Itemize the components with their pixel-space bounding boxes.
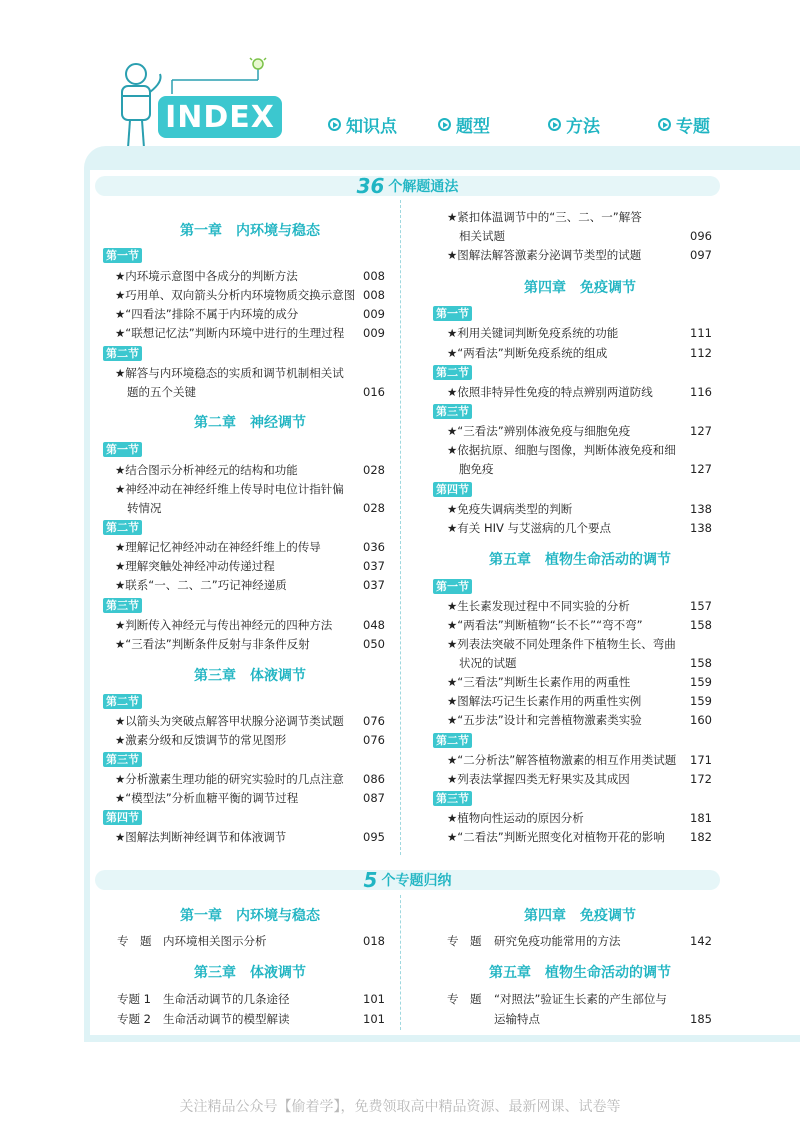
index-title: INDEX [158,96,282,138]
method-item: ★“联想记忆法”判断内环境中进行的生理过程 [115,326,345,340]
method-item: ★图解法巧记生长素作用的两重性实例 [447,694,642,708]
method-item: ★分析激素生理功能的研究实验时的几点注意 [115,772,344,786]
chapter-title: 第五章 植物生命活动的调节 [489,965,671,981]
lamp-icon [168,54,278,98]
method-item: ★“二分析法”解答植物激素的相互作用类试题 [447,753,677,767]
method-item: ★“五步法”设计和完善植物激素类实验 [447,713,642,727]
section-tag: 第一节 [103,248,142,263]
page-number: 036 [363,540,385,554]
method-item: ★联系“一、二、二”巧记神经递质 [115,578,287,592]
section-tag: 第三节 [103,752,142,767]
method-item: ★“两看法”判断植物“长不长”“弯不弯” [447,618,643,632]
chapter-title: 第一章 内环境与稳态 [180,223,320,239]
page-number: 171 [690,753,712,767]
page-number: 008 [363,288,385,302]
method-item: ★列表法掌握四类无籽果实及其成因 [447,772,630,786]
method-item: ★图解法解答激素分泌调节类型的试题 [447,248,642,262]
column-divider [400,200,401,855]
band-methods: 36 个解题通法 [95,176,720,196]
section-tag: 第一节 [433,306,472,321]
chapter-title: 第三章 体液调节 [194,965,306,981]
method-item: ★图解法判断神经调节和体液调节 [115,830,287,844]
chapter-title: 第一章 内环境与稳态 [180,908,320,924]
section-tag: 第三节 [433,791,472,806]
page-number: 127 [690,462,712,476]
page-number: 138 [690,502,712,516]
method-item: ★“四看法”排除不属于内环境的成分 [115,307,299,321]
nav-topic: 专题 [658,112,710,136]
topic-item: “对照法”验证生长素的产生部位与 [494,992,667,1006]
topic-item: 生命活动调节的模型解读 [163,1012,290,1026]
method-item: ★判断传入神经元与传出神经元的四种方法 [115,618,333,632]
page-number: 172 [690,772,712,786]
nav-question-type: 题型 [438,112,490,136]
method-item: ★内环境示意图中各成分的判断方法 [115,269,298,283]
topic-key: 专 题 [117,934,152,948]
page-number: 037 [363,559,385,573]
section-tag: 第一节 [433,579,472,594]
method-item: 相关试题 [459,229,505,243]
page-number: 087 [363,791,385,805]
method-item: ★依据抗原、细胞与图像，判断体液免疫和细 [447,443,676,457]
page-number: 016 [363,385,385,399]
method-item: ★植物向性运动的原因分析 [447,811,584,825]
section-tag: 第一节 [103,442,142,457]
method-item: ★免疫失调病类型的判断 [447,502,573,516]
page-number: 076 [363,733,385,747]
page-number: 037 [363,578,385,592]
method-item: 题的五个关键 [127,385,196,399]
page-number: 018 [363,934,385,948]
method-item: ★“模型法”分析血糖平衡的调节过程 [115,791,299,805]
page-number: 138 [690,521,712,535]
page-number: 050 [363,637,385,651]
page-number: 127 [690,424,712,438]
topic-key: 专题 1 [117,992,151,1006]
topic-item: 研究免疫功能常用的方法 [494,934,621,948]
play-circle-icon [328,118,341,131]
method-item: ★以箭头为突破点解答甲状腺分泌调节类试题 [115,714,344,728]
page-number: 112 [690,346,712,360]
topic-key: 专 题 [447,934,482,948]
method-item: ★结合图示分析神经元的结构和功能 [115,463,298,477]
page-number: 181 [690,811,712,825]
section-tag: 第二节 [103,694,142,709]
method-item: ★“三看法”判断条件反射与非条件反射 [115,637,310,651]
page-number: 157 [690,599,712,613]
page-number: 086 [363,772,385,786]
topic-key: 专题 2 [117,1012,151,1026]
method-item: ★“三看法”辨别体液免疫与细胞免疫 [447,424,631,438]
play-circle-icon [658,118,671,131]
section-tag: 第二节 [103,520,142,535]
page-number: 028 [363,501,385,515]
method-item: ★理解突触处神经冲动传递过程 [115,559,275,573]
chapter-title: 第四章 免疫调节 [524,280,636,296]
chapter-title: 第五章 植物生命活动的调节 [489,552,671,568]
method-item: ★神经冲动在神经纤维上传导时电位计指针偏 [115,482,344,496]
chapter-title: 第四章 免疫调节 [524,908,636,924]
nav-method: 方法 [548,112,600,136]
page-number: 101 [363,992,385,1006]
section-tag: 第三节 [433,404,472,419]
topic-key: 专 题 [447,992,482,1006]
chapter-title: 第二章 神经调节 [194,415,306,431]
page-number: 158 [690,618,712,632]
play-circle-icon [438,118,451,131]
method-item: ★“两看法”判断免疫系统的组成 [447,346,608,360]
section-tag: 第二节 [103,346,142,361]
section-tag: 第四节 [103,810,142,825]
method-item: ★利用关键词判断免疫系统的功能 [447,326,619,340]
page-number: 008 [363,269,385,283]
section-tag: 第四节 [433,482,472,497]
nav-knowledge: 知识点 [328,112,397,136]
page-number: 097 [690,248,712,262]
page-number: 009 [363,307,385,321]
column-divider [400,895,401,1030]
page-number: 028 [363,463,385,477]
topic-item: 内环境相关图示分析 [163,934,267,948]
topic-item: 生命活动调节的几条途径 [163,992,290,1006]
method-item: 胞免疫 [459,462,494,476]
page-number: 111 [690,326,712,340]
method-item: 状况的试题 [459,656,517,670]
page-number: 096 [690,229,712,243]
page-number: 048 [363,618,385,632]
page-number: 158 [690,656,712,670]
method-item: ★巧用单、双向箭头分析内环境物质交换示意图 [115,288,356,302]
footer-watermark: 关注精品公众号【偷着学】，免费领取高中精品资源、最新网课、试卷等 [179,1099,621,1115]
method-item: ★列表法突破不同处理条件下植物生长、弯曲 [447,637,676,651]
topic-item: 运输特点 [494,1012,540,1026]
method-item: ★“三看法”判断生长素作用的两重性 [447,675,631,689]
page-number: 160 [690,713,712,727]
page-number: 101 [363,1012,385,1026]
method-item: ★“二看法”判断光照变化对植物开花的影响 [447,830,665,844]
page-number: 142 [690,934,712,948]
page-number: 159 [690,694,712,708]
page-number: 182 [690,830,712,844]
section-tag: 第三节 [103,598,142,613]
method-item: ★有关 HIV 与艾滋病的几个要点 [447,521,612,535]
page-number: 095 [363,830,385,844]
page-number: 009 [363,326,385,340]
page-number: 159 [690,675,712,689]
method-item: ★紧扣体温调节中的“三、二、一”解答 [447,210,642,224]
play-circle-icon [548,118,561,131]
page-number: 076 [363,714,385,728]
band-topics: 5 个专题归纳 [95,870,720,890]
method-item: ★解答与内环境稳态的实质和调节机制相关试 [115,366,344,380]
method-item: 转情况 [127,501,162,515]
section-tag: 第二节 [433,733,472,748]
method-item: ★激素分级和反馈调节的常见图形 [115,733,287,747]
page-number: 116 [690,385,712,399]
page-number: 185 [690,1012,712,1026]
method-item: ★理解记忆神经冲动在神经纤维上的传导 [115,540,321,554]
chapter-title: 第三章 体液调节 [194,668,306,684]
method-item: ★依照非特异性免疫的特点辨别两道防线 [447,385,653,399]
section-tag: 第二节 [433,365,472,380]
method-item: ★生长素发现过程中不同实验的分析 [447,599,630,613]
